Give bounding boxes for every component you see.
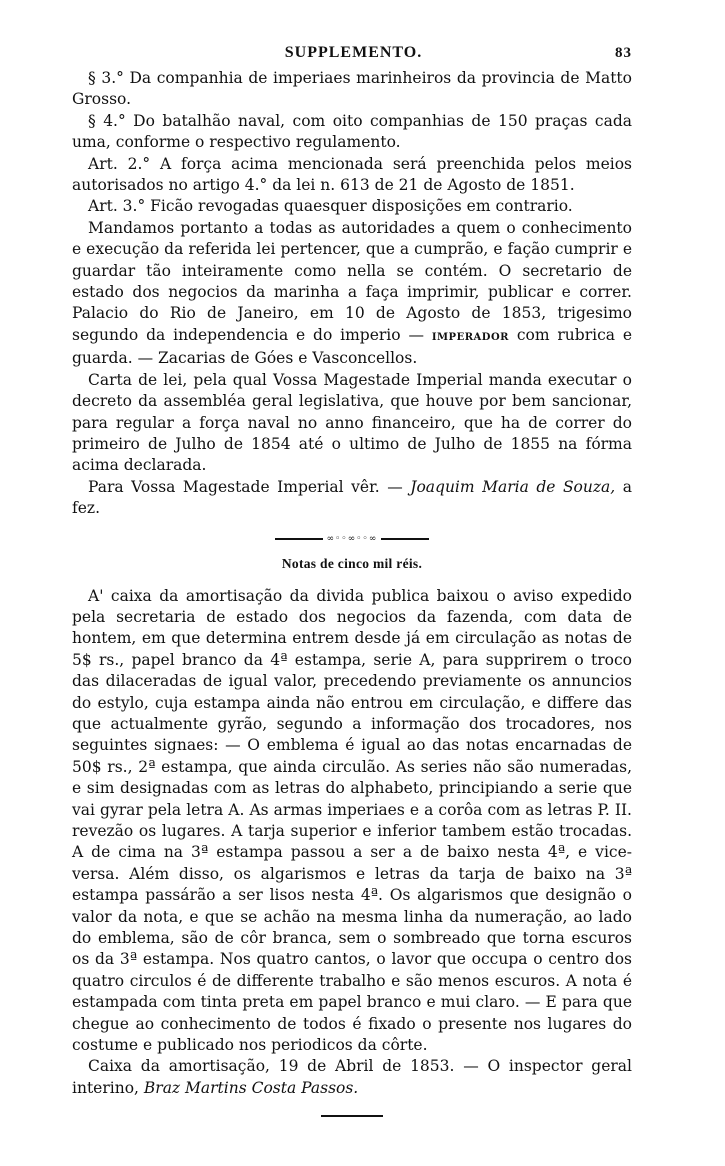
decree-p5-text: Mandamos portanto a todas as autoridades a quem o conhecimento e execução da referida lei pertencer, que a cumprão, e fação cumprir e guardar tão inteiramente como nella se contém. O secretario de estado dos negocios da marinha a faça imprimir, publicar e correr. Palacio do Rio de Janeiro, em 10 de Agosto de 1853, trigesimo segundo da independencia e do imperio — [72, 218, 632, 344]
page-header [72, 44, 632, 62]
notes-body: A' caixa da amortisação da divida publica baixou o aviso expedido pela secretaria de estado dos negocios da fazenda, com data de hontem, em que determina entrem desde já em circulação as notas de 5$ rs., papel branco da 4ª estampa, serie A, para supprirem o troco das dilaceradas de igual valor, precedendo previamente os annuncios do estylo, cuja estampa ainda não entrou em circulação, e differe das que actualmente gyrão, segundo a informação dos trocadores, nos seguintes signaes: — O emblema é igual ao das notas encarnadas de 50$ rs., 2ª estampa, que ainda circulão. As series não são numeradas, e sim designadas com as letras do alphabeto, principiando a serie que vai gyrar pela letra A. As armas imperiaes e a corôa com as letras P. II. revezão os lugares. A tarja superior e inferior tambem estão trocadas. A de cima na 3ª estampa passou a ser a de baixo nesta 4ª, e vice-versa. Além disso, os algarismos e letras da tarja de baixo na 3ª estampa passárão a ser lisos nesta 4ª. Os algarismos que designão o valor da nota, e que se achão na mesma linha da numeração, ao lado do emblema, são de côr branca, sem o sombreado que torna escuros os da 3ª estampa. Nos quatro cantos, o lavor que occupa o centro dos quatro circulos é de differente trabalho e são menos escuros. A nota é estampada com tinta preta em papel branco e mui claro. — E para que chegue ao conhecimento de todos é fixado o presente nos lugares do costume e publicado nos periodicos da côrte. [72, 586, 632, 1055]
notes-closing [72, 1056, 632, 1099]
decree-paragraph-7 [72, 477, 632, 520]
decree-paragraph-5 [72, 218, 632, 370]
imperador-signature: IMPERADOR [431, 331, 509, 343]
decree-paragraph-6: Carta de lei, pela qual Vossa Magestade Imperial manda executar o decreto da assembléa geral legislativa, que houve por bem sancionar, para regular a força naval no anno financeiro, que ha de correr do primeiro de Julho de 1854 até o ultimo de Julho de 1855 na fórma acima declarada. [72, 370, 632, 475]
end-rule [321, 1115, 383, 1117]
decree-p7-tail: a fez. [72, 477, 632, 518]
notes-section [72, 556, 632, 1100]
divider-ornament: ∞◦◦∞◦◦∞ [326, 533, 378, 544]
notes-title: Notas de cinco mil réis. [281, 555, 423, 571]
decree-paragraph-2: § 4.° Do batalhão naval, com oito companhias de 150 praças cada uma, conforme o respectivo regulamento. [72, 111, 632, 152]
decree-paragraph-3: Art. 2.° A força acima mencionada será preenchida pelos meios autorisados no artigo 4.° da lei n. 613 de 21 de Agosto de 1851. [72, 154, 632, 195]
document-page [72, 44, 632, 1117]
divider-bar-left [275, 538, 323, 540]
page-number: 83 [615, 45, 632, 61]
signatory-name: Joaquim Maria de Souza, [410, 477, 616, 496]
running-title: SUPPLEMENTO. [284, 44, 423, 61]
decree-p5-tail: com rubrica e guarda. — Zacarias de Góes e Vasconcellos. [72, 325, 633, 368]
notes-closing-text: Caixa da amortisação, 19 de Abril de 1853. — O inspector geral interino, [72, 1057, 632, 1097]
decree-paragraph-4: Art. 3.° Ficão revogadas quaesquer disposições em contrario. [88, 197, 573, 216]
decree-p7-text: Para Vossa Magestade Imperial vêr. — [88, 477, 403, 496]
inspector-name: Braz Martins Costa Passos. [143, 1078, 359, 1097]
section-divider [72, 534, 632, 544]
divider-bar-right [381, 538, 429, 540]
decree-paragraph-1: § 3.° Da companhia de imperiaes marinheiros da provincia de Matto Grosso. [72, 69, 632, 109]
decree-section [72, 68, 632, 520]
